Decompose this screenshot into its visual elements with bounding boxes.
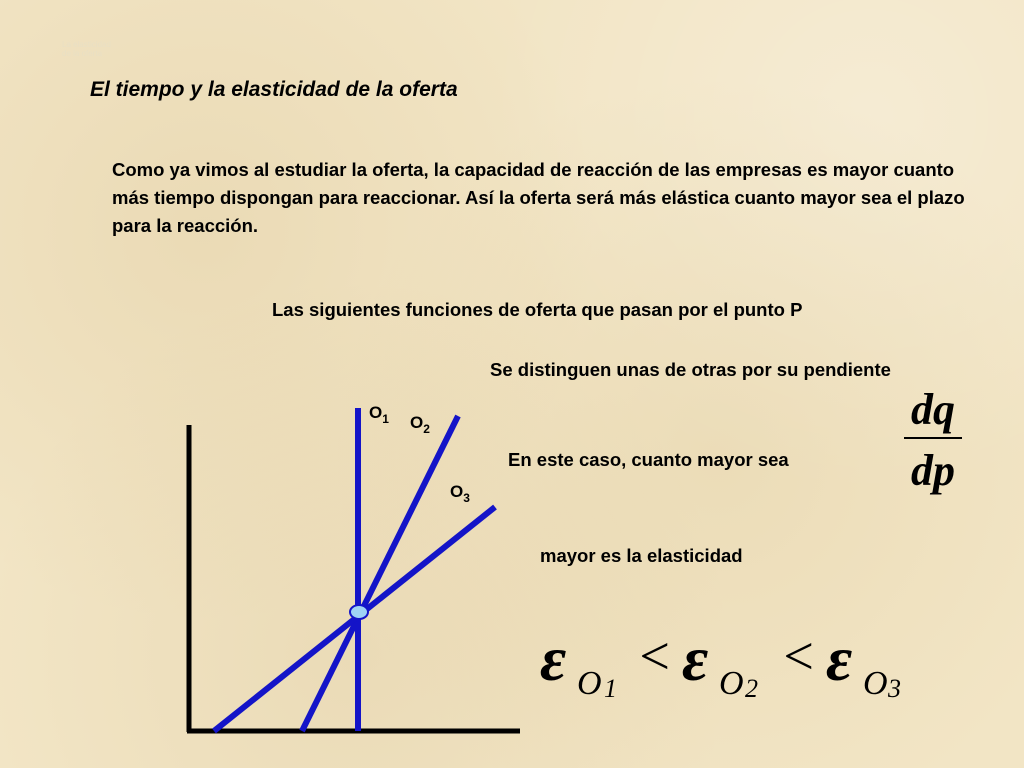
label-o2: $O_2$ xyxy=(410,413,430,436)
slope-text: Se distinguen unas de otras por su pendiente xyxy=(490,359,891,380)
epsilon-3: ε xyxy=(826,623,853,694)
watermark-line-1: La elasticidad xyxy=(62,40,111,49)
supply-curve-o2 xyxy=(302,416,458,731)
sub-o-3: O xyxy=(863,665,888,702)
greater-elasticity-text: mayor es la elasticidad xyxy=(540,545,743,566)
sub-index-2: 2 xyxy=(745,674,758,703)
fraction-numerator: dq xyxy=(911,385,955,434)
epsilon-1: ε xyxy=(540,623,567,694)
intro-paragraph: Como ya vimos al estudiar la oferta, la capacidad de reacción de las empresas es mayor cuanto más tiempo dispongan para reaccionar. Así la oferta será más elástica cuanto mayor sea el plazo para la reacción. xyxy=(112,159,965,236)
point-p xyxy=(350,605,368,619)
label-o1: $O_1$ xyxy=(369,403,389,426)
supply-functions-text: Las siguientes funciones de oferta que pasan por el punto P xyxy=(272,299,803,320)
fraction-denominator: dp xyxy=(911,446,955,495)
label-o3: $O_3$ xyxy=(450,482,470,505)
epsilon-2: ε xyxy=(682,623,709,694)
sub-index-1: 1 xyxy=(604,674,617,703)
watermark-line-2: de la oferta xyxy=(62,49,103,58)
in-this-case-text: En este caso, cuanto mayor sea xyxy=(508,449,789,470)
elasticity-inequality xyxy=(540,623,901,703)
less-than-2: < xyxy=(780,626,817,686)
sub-o-2: O xyxy=(719,665,744,702)
less-than-1: < xyxy=(636,626,673,686)
sub-index-3: 3 xyxy=(888,674,901,703)
slide-title: El tiempo y la elasticidad de la oferta xyxy=(90,78,458,101)
sub-o-1: O xyxy=(577,665,602,702)
